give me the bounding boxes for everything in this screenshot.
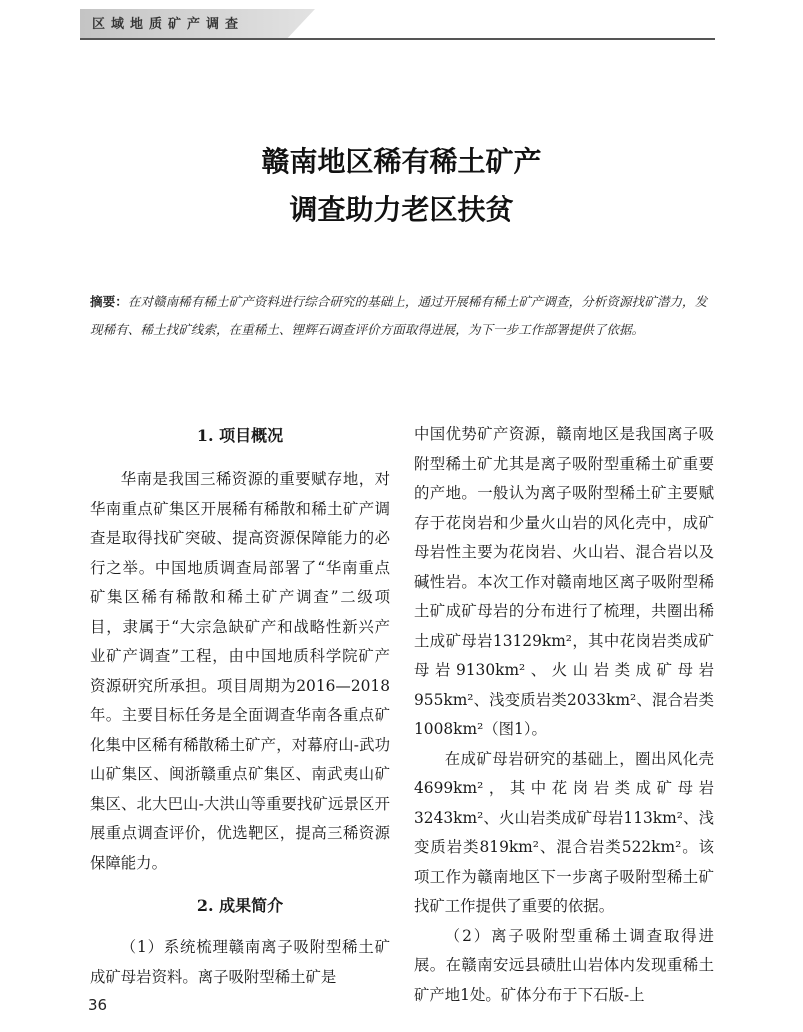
header-rule (80, 38, 715, 40)
running-header: 区域地质矿产调查 (92, 17, 245, 32)
abstract-label: 摘要： (90, 294, 128, 309)
left-column (90, 420, 390, 992)
paragraph: 中国优势矿产资源，赣南地区是我国离子吸附型稀土矿尤其是离子吸附型重稀土矿重要的产地。一般认为离子吸附型稀土矿主要赋存于花岗岩和少量火山岩的风化壳中，成矿母岩性主要为花岗岩、火山岩、混合岩以及碱性岩。本次工作对赣南地区离子吸附型稀土矿成矿母岩的分布进行了梳理，共圈出稀土成矿母岩13129km²，其中花岗岩类成矿母岩9130km²、火山岩类成矿母岩955km²、浅变质岩类2033km²、混合岩类1008km²（图1）。 (414, 425, 714, 738)
abstract-text: 在对赣南稀有稀土矿产资料进行综合研究的基础上，通过开展稀有稀土矿产调查，分析资源找矿潜力，发现稀有、稀土找矿线索，在重稀土、锂辉石调查评价方面取得进展，为下一步工作部署提供了依据。 (90, 294, 708, 337)
paragraph: （1）系统梳理赣南离子吸附型稀土矿成矿母岩资料。离子吸附型稀土矿是 (90, 938, 390, 986)
page-number: 36 (88, 996, 108, 1014)
title-line-1: 赣南地区稀有稀土矿产 (261, 145, 542, 178)
paragraph: 在成矿母岩研究的基础上，圈出风化壳4699km²，其中花岗岩类成矿母岩3243km²、火山岩类成矿母岩113km²、浅变质岩类819km²、混合岩类522km²。该项工作为赣南地区下一步离子吸附型稀土矿找矿工作提供了重要的依据。 (414, 749, 714, 915)
right-column (414, 420, 714, 1010)
abstract (90, 288, 715, 344)
section-heading-overview: 1. 项目概况 (196, 426, 284, 445)
title-line-2: 调查助力老区扶贫 (289, 193, 514, 226)
article-title (0, 138, 803, 234)
section-heading-results: 2. 成果简介 (196, 896, 284, 915)
paragraph: （2）离子吸附型重稀土调查取得进展。在赣南安远县碛肚山岩体内发现重稀土矿产地1处。矿体分布于下石版-上 (414, 926, 714, 1004)
paragraph: 华南是我国三稀资源的重要赋存地，对华南重点矿集区开展稀有稀散和稀土矿产调查是取得找矿突破、提高资源保障能力的必行之举。中国地质调查局部署了“华南重点矿集区稀有稀散和稀土矿产调查”二级项目，隶属于“大宗急缺矿产和战略性新兴产业矿产调查”工程，由中国地质科学院矿产资源研究所承担。项目周期为2016—2018年。主要目标任务是全面调查华南各重点矿化集中区稀有稀散稀土矿产，对幕府山-武功山矿集区、闽浙赣重点矿集区、南武夷山矿集区、北大巴山-大洪山等重要找矿远景区开展重点调查评价，优选靶区，提高三稀资源保障能力。 (90, 470, 390, 872)
